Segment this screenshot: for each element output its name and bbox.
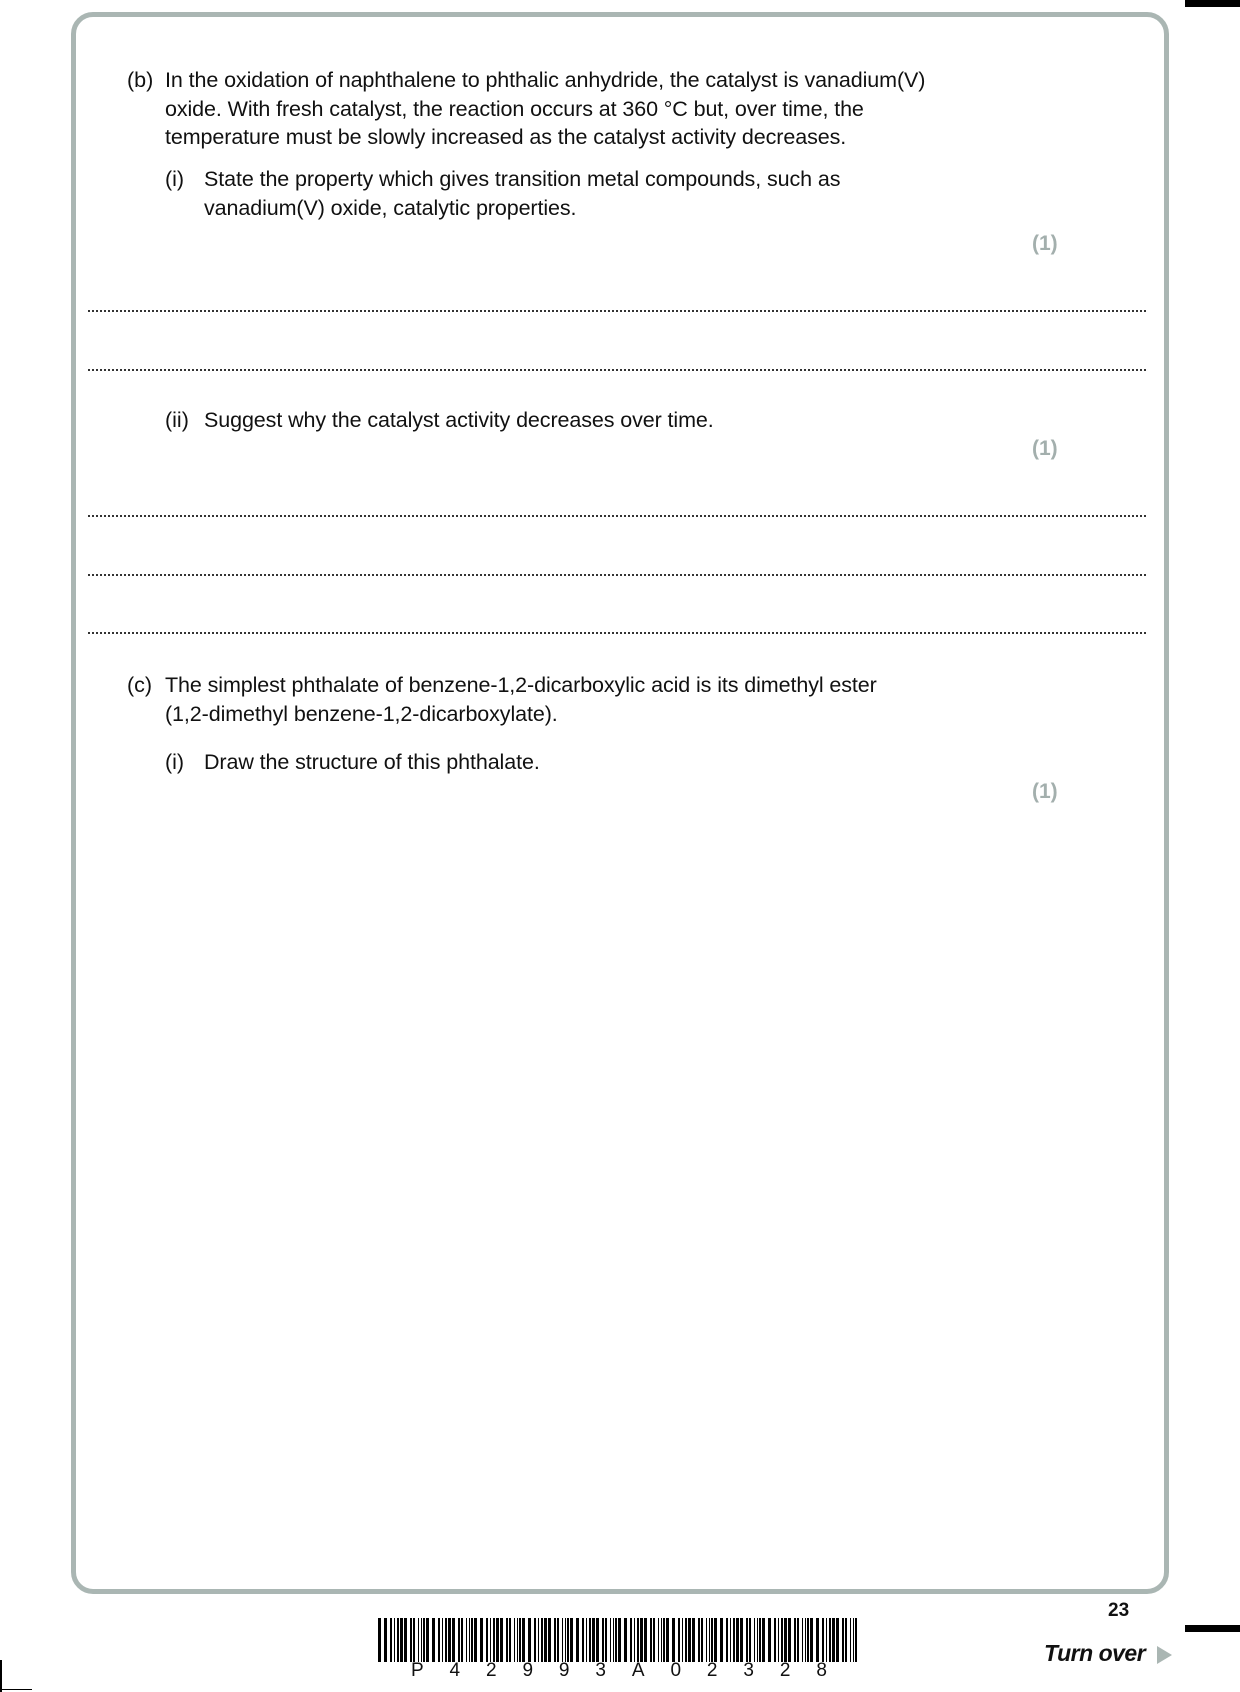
barcode-char: 3 [595, 1660, 606, 1681]
barcode-bar [570, 1618, 573, 1662]
barcode-bar [682, 1618, 683, 1662]
barcode-bar [442, 1618, 443, 1662]
barcode-bar [589, 1618, 591, 1662]
page-number: 23 [1108, 1600, 1130, 1621]
barcode-bar [480, 1618, 483, 1662]
barcode-bar [842, 1618, 844, 1662]
barcode-bar [615, 1618, 617, 1662]
barcode-bar [692, 1618, 695, 1662]
barcode-bar [413, 1618, 415, 1662]
barcode-bar [685, 1618, 687, 1662]
barcode-bar [486, 1618, 488, 1662]
question-b-ii-label: (ii) [165, 408, 189, 432]
barcode-char: A [631, 1660, 645, 1681]
barcode-bar [496, 1618, 499, 1662]
barcode-bar [544, 1618, 547, 1662]
barcode-bar [788, 1618, 791, 1662]
barcode-bar [534, 1618, 536, 1662]
question-c-i-label: (i) [165, 750, 185, 774]
barcode-bar [582, 1618, 584, 1662]
barcode-bar [653, 1618, 655, 1662]
barcode-bar [432, 1618, 435, 1662]
barcode-bar [666, 1618, 669, 1662]
barcode [378, 1618, 860, 1662]
barcode-bar [586, 1618, 587, 1662]
barcode-bar [461, 1618, 463, 1662]
barcode-bar [445, 1618, 447, 1662]
barcode-bar [807, 1618, 809, 1662]
barcode-bar [500, 1618, 503, 1662]
barcode-bar [688, 1618, 691, 1662]
barcode-bar [418, 1618, 419, 1662]
barcode-bar [736, 1618, 739, 1662]
barcode-bar [805, 1618, 806, 1662]
question-b-ii-marks: (1) [1032, 437, 1058, 460]
barcode-bar [720, 1618, 723, 1662]
barcode-char: 0 [670, 1660, 682, 1681]
barcode-bar [709, 1618, 710, 1662]
barcode-bar [784, 1618, 787, 1662]
barcode-bar [426, 1618, 429, 1662]
barcode-bar [471, 1618, 473, 1662]
barcode-bar [658, 1618, 659, 1662]
barcode-bar [794, 1618, 796, 1662]
barcode-bar [698, 1618, 700, 1662]
barcode-bar [596, 1618, 599, 1662]
barcode-bar [711, 1618, 713, 1662]
question-b-i-text-line-1: State the property which gives transition metal compounds, such as [204, 167, 841, 191]
answer-line[interactable] [88, 574, 1146, 576]
barcode-bar [538, 1618, 539, 1662]
question-c-i-marks: (1) [1032, 780, 1058, 803]
question-b-i-label: (i) [165, 167, 185, 191]
barcode-char: 2 [706, 1660, 718, 1681]
barcode-bar [757, 1618, 758, 1662]
barcode-bar [855, 1618, 857, 1662]
barcode-bar [650, 1618, 652, 1662]
barcode-char: 3 [743, 1660, 754, 1681]
barcode-bar [509, 1618, 511, 1662]
barcode-bar [613, 1618, 614, 1662]
barcode-bar [567, 1618, 569, 1662]
barcode-bar [522, 1618, 525, 1662]
barcode-bar [749, 1618, 751, 1662]
barcode-bar [404, 1618, 407, 1662]
barcode-bar [701, 1618, 703, 1662]
turn-over-arrow-icon [1157, 1646, 1172, 1664]
barcode-char: 8 [816, 1660, 827, 1681]
barcode-bar [493, 1618, 495, 1662]
barcode-bar [829, 1618, 831, 1662]
barcode-bar [759, 1618, 761, 1662]
barcode-bar [519, 1618, 521, 1662]
barcode-bar [394, 1618, 395, 1662]
barcode-bar [644, 1618, 647, 1662]
barcode-char: 2 [779, 1660, 791, 1681]
barcode-char: 4 [449, 1660, 461, 1681]
question-c-text-line-2: (1,2-dimethyl benzene-1,2-dicarboxylate). [165, 702, 558, 726]
barcode-bar [410, 1618, 412, 1662]
barcode-bar [740, 1618, 743, 1662]
barcode-bar [378, 1618, 381, 1662]
answer-line[interactable] [88, 310, 1146, 312]
barcode-bar [822, 1618, 824, 1662]
barcode-bar [528, 1618, 531, 1662]
barcode-bar [810, 1618, 813, 1662]
barcode-bar [400, 1618, 403, 1662]
barcode-bar [714, 1618, 717, 1662]
barcode-bar [754, 1618, 755, 1662]
barcode-bar [605, 1618, 607, 1662]
barcode-bar [421, 1618, 422, 1662]
question-c-i-text: Draw the structure of this phthalate. [204, 750, 540, 774]
barcode-char: P [410, 1660, 424, 1681]
barcode-bar [548, 1618, 551, 1662]
barcode-bar [602, 1618, 604, 1662]
barcode-bar [384, 1618, 387, 1662]
barcode-bar [706, 1618, 707, 1662]
barcode-bar [774, 1618, 776, 1662]
barcode-bar [565, 1618, 566, 1662]
barcode-bar [390, 1618, 392, 1662]
barcode-bar [802, 1618, 803, 1662]
barcode-bar [452, 1618, 455, 1662]
answer-line[interactable] [88, 369, 1146, 371]
barcode-bar [592, 1618, 595, 1662]
barcode-bar [458, 1618, 460, 1662]
barcode-bar [448, 1618, 451, 1662]
registration-bar-top [1185, 0, 1240, 7]
barcode-bar [661, 1618, 662, 1662]
barcode-bar [733, 1618, 735, 1662]
barcode-bar [853, 1618, 854, 1662]
barcode-bar [836, 1618, 839, 1662]
barcode-bar [672, 1618, 675, 1662]
crop-mark-horizontal [0, 1689, 32, 1690]
barcode-bar [637, 1618, 639, 1662]
barcode-bar [557, 1618, 559, 1662]
barcode-bar [778, 1618, 779, 1662]
barcode-bar [781, 1618, 783, 1662]
question-b-i-marks: (1) [1032, 232, 1058, 255]
barcode-bar [634, 1618, 635, 1662]
barcode-bar [466, 1618, 467, 1662]
barcode-bar [438, 1618, 440, 1662]
barcode-bar [663, 1618, 665, 1662]
barcode-bar [832, 1618, 835, 1662]
barcode-bar [397, 1618, 399, 1662]
question-c-label: (c) [127, 673, 153, 697]
barcode-bar [469, 1618, 470, 1662]
registration-bar-bottom [1185, 1625, 1240, 1632]
barcode-bar [541, 1618, 543, 1662]
barcode-bar [762, 1618, 765, 1662]
barcode-char: 9 [522, 1660, 534, 1681]
barcode-bar [506, 1618, 508, 1662]
barcode-bar [618, 1618, 621, 1662]
question-b-i-text-line-2: vanadium(V) oxide, catalytic properties. [204, 196, 577, 220]
barcode-bar [746, 1618, 748, 1662]
barcode-bar [730, 1618, 731, 1662]
barcode-bar [797, 1618, 799, 1662]
barcode-bar [624, 1618, 627, 1662]
barcode-char: 2 [485, 1660, 497, 1681]
barcode-bar [554, 1618, 556, 1662]
barcode-bar [474, 1618, 477, 1662]
barcode-bar [826, 1618, 827, 1662]
question-b-ii-text: Suggest why the catalyst activity decreases over time. [204, 408, 714, 432]
barcode-bar [576, 1618, 579, 1662]
answer-line[interactable] [88, 515, 1146, 517]
barcode-bar [490, 1618, 491, 1662]
barcode-bar [562, 1618, 563, 1662]
barcode-bar [768, 1618, 771, 1662]
question-b-text-line-2: oxide. With fresh catalyst, the reaction occurs at 360 °C but, over time, the [165, 97, 864, 121]
question-b-text-line-3: temperature must be slowly increased as the catalyst activity decreases. [165, 125, 847, 149]
question-b-text-line-1: In the oxidation of naphthalene to phthalic anhydride, the catalyst is vanadium(V) [165, 68, 926, 92]
barcode-bar [850, 1618, 851, 1662]
turn-over-label: Turn over [1044, 1640, 1146, 1666]
barcode-char: 9 [558, 1660, 570, 1681]
barcode-bar [726, 1618, 728, 1662]
crop-mark-vertical [0, 1660, 2, 1692]
barcode-text [378, 1660, 860, 1682]
barcode-bar [610, 1618, 611, 1662]
answer-line[interactable] [88, 632, 1146, 634]
barcode-bar [517, 1618, 518, 1662]
drawing-area[interactable] [90, 820, 1150, 1580]
barcode-bar [423, 1618, 425, 1662]
barcode-bar [514, 1618, 515, 1662]
barcode-bar [640, 1618, 643, 1662]
barcode-bar [845, 1618, 847, 1662]
question-c-text-line-1: The simplest phthalate of benzene-1,2-dicarboxylic acid is its dimethyl ester [165, 673, 877, 697]
barcode-bar [816, 1618, 819, 1662]
question-b-label: (b) [127, 68, 154, 92]
barcode-bar [678, 1618, 680, 1662]
barcode-bar [630, 1618, 632, 1662]
